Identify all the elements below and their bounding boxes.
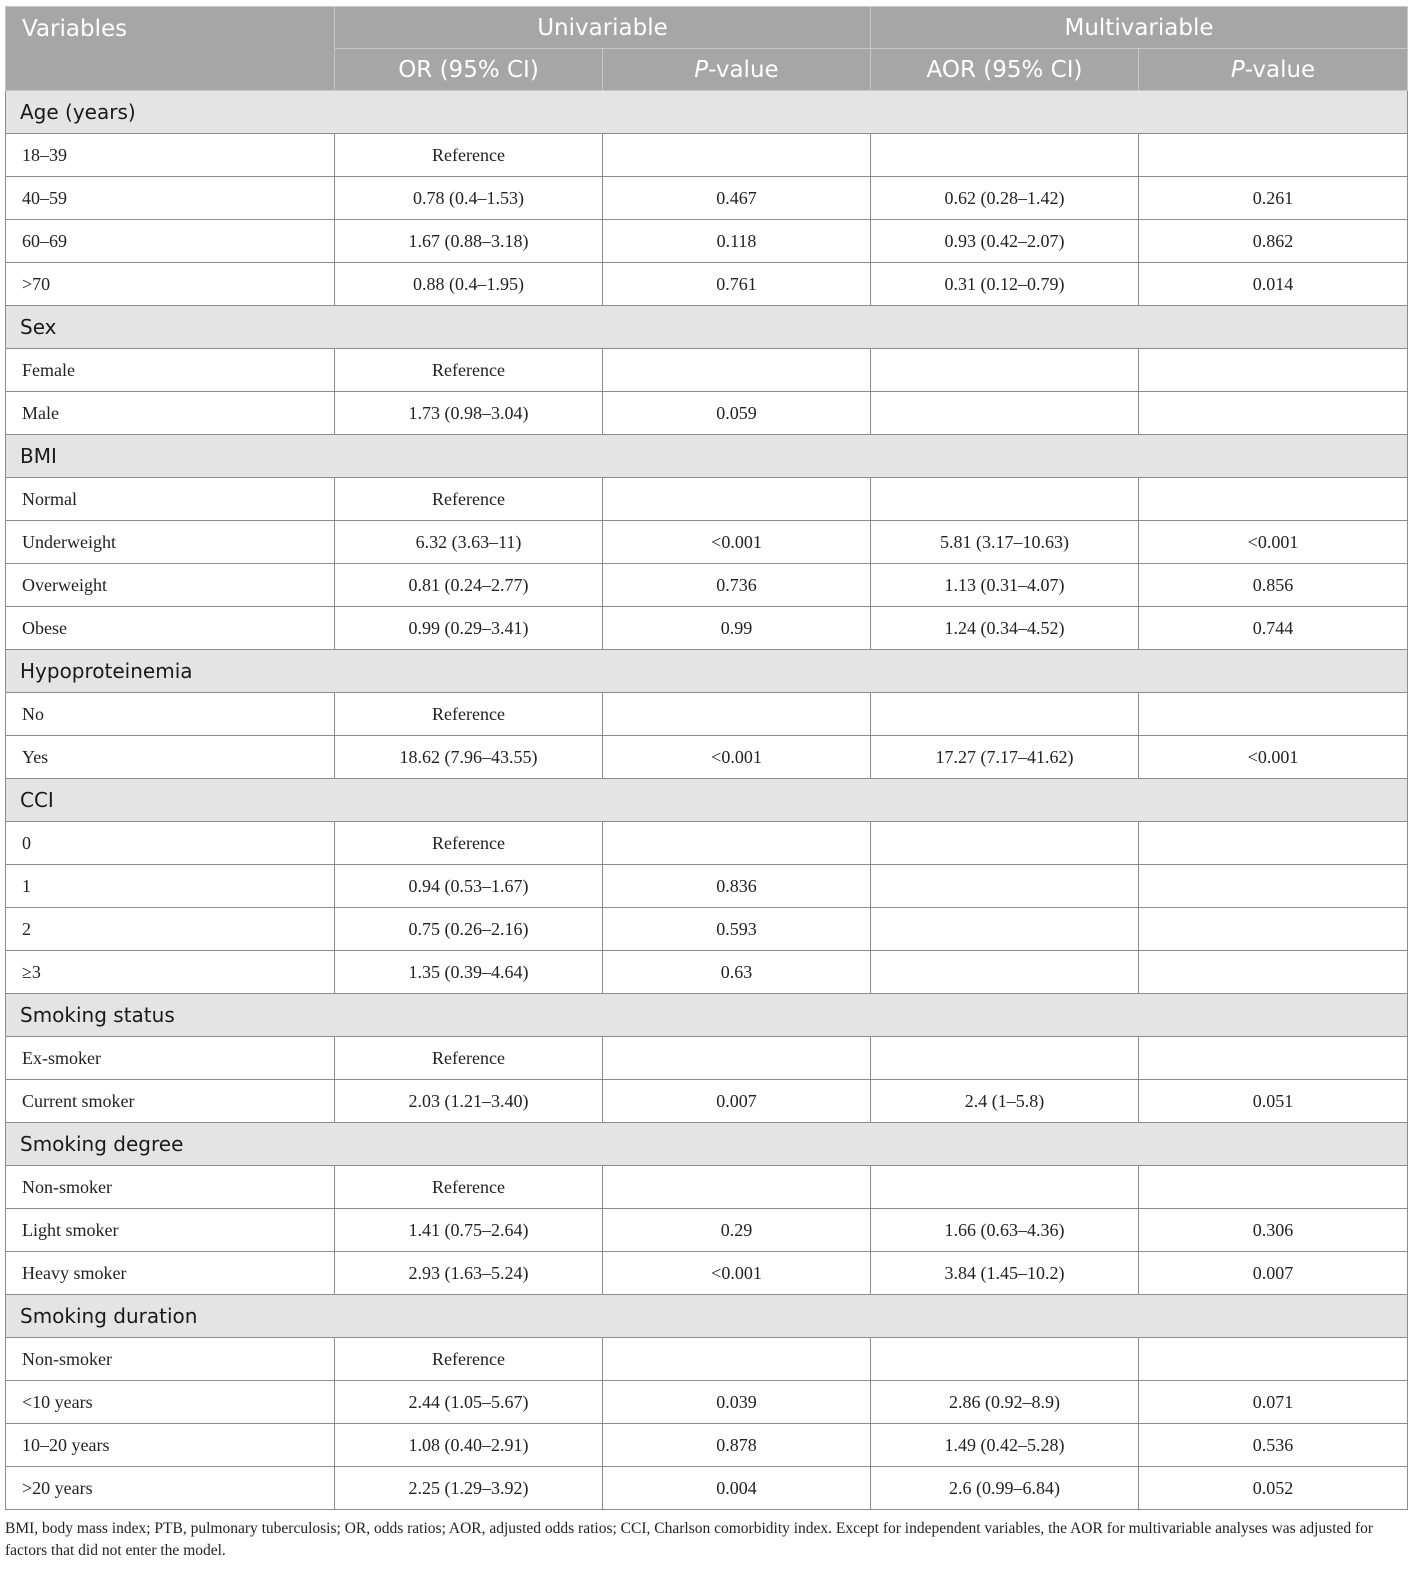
aor-ci-cell: 1.24 (0.34–4.52) bbox=[871, 607, 1139, 650]
table-row bbox=[6, 607, 1408, 650]
p-value-cell bbox=[603, 1037, 871, 1080]
p-value-cell: <0.001 bbox=[603, 1252, 871, 1295]
variable-label: <10 years bbox=[6, 1381, 335, 1424]
or-ci-cell: Reference bbox=[335, 349, 603, 392]
adjusted-p-value-cell: 0.014 bbox=[1139, 263, 1408, 306]
table-row bbox=[6, 1424, 1408, 1467]
or-ci-cell: 1.73 (0.98–3.04) bbox=[335, 392, 603, 435]
variable-label: Non-smoker bbox=[6, 1338, 335, 1381]
or-ci-cell: Reference bbox=[335, 693, 603, 736]
adjusted-p-value-cell: <0.001 bbox=[1139, 521, 1408, 564]
aor-ci-cell: 2.6 (0.99–6.84) bbox=[871, 1467, 1139, 1510]
table-row bbox=[6, 1037, 1408, 1080]
table-row bbox=[6, 177, 1408, 220]
p-value-cell bbox=[603, 693, 871, 736]
p-value-cell: 0.878 bbox=[603, 1424, 871, 1467]
variable-label: 60–69 bbox=[6, 220, 335, 263]
aor-ci-cell: 0.31 (0.12–0.79) bbox=[871, 263, 1139, 306]
p-value-cell: 0.467 bbox=[603, 177, 871, 220]
or-ci-cell: 0.81 (0.24–2.77) bbox=[335, 564, 603, 607]
group-header-row bbox=[6, 1295, 1408, 1338]
or-ci-cell: 0.78 (0.4–1.53) bbox=[335, 177, 603, 220]
aor-ci-cell bbox=[871, 693, 1139, 736]
table-row bbox=[6, 1252, 1408, 1295]
or-ci-cell: 0.94 (0.53–1.67) bbox=[335, 865, 603, 908]
group-title: Smoking status bbox=[6, 994, 1408, 1037]
table-row bbox=[6, 392, 1408, 435]
adjusted-p-value-cell: 0.744 bbox=[1139, 607, 1408, 650]
table-row bbox=[6, 1381, 1408, 1424]
group-title: Smoking degree bbox=[6, 1123, 1408, 1166]
adjusted-p-value-cell: 0.306 bbox=[1139, 1209, 1408, 1252]
aor-ci-cell bbox=[871, 349, 1139, 392]
or-ci-cell: 1.35 (0.39–4.64) bbox=[335, 951, 603, 994]
aor-ci-cell bbox=[871, 478, 1139, 521]
aor-ci-cell: 3.84 (1.45–10.2) bbox=[871, 1252, 1139, 1295]
or-ci-cell: 2.44 (1.05–5.67) bbox=[335, 1381, 603, 1424]
p-value-cell: 0.118 bbox=[603, 220, 871, 263]
table-row bbox=[6, 263, 1408, 306]
variable-label: >20 years bbox=[6, 1467, 335, 1510]
adjusted-p-value-cell: 0.536 bbox=[1139, 1424, 1408, 1467]
p-italic: P bbox=[1230, 56, 1245, 83]
table-row bbox=[6, 478, 1408, 521]
aor-ci-cell bbox=[871, 822, 1139, 865]
p-value-cell: 0.059 bbox=[603, 392, 871, 435]
p-value-cell: 0.593 bbox=[603, 908, 871, 951]
table-row bbox=[6, 220, 1408, 263]
or-ci-cell: 2.25 (1.29–3.92) bbox=[335, 1467, 603, 1510]
aor-ci-cell: 1.49 (0.42–5.28) bbox=[871, 1424, 1139, 1467]
or-ci-cell: Reference bbox=[335, 1338, 603, 1381]
p-value-cell: 0.004 bbox=[603, 1467, 871, 1510]
aor-ci-cell bbox=[871, 951, 1139, 994]
results-table-container bbox=[5, 6, 1407, 1510]
adjusted-p-value-cell bbox=[1139, 349, 1408, 392]
group-title: BMI bbox=[6, 435, 1408, 478]
variable-label: >70 bbox=[6, 263, 335, 306]
p-value-cell bbox=[603, 822, 871, 865]
adjusted-p-value-cell: 0.862 bbox=[1139, 220, 1408, 263]
aor-ci-cell: 1.66 (0.63–4.36) bbox=[871, 1209, 1139, 1252]
table-row bbox=[6, 134, 1408, 177]
header-variables: Variables bbox=[6, 7, 335, 91]
p-value-cell bbox=[603, 349, 871, 392]
table-row bbox=[6, 865, 1408, 908]
adjusted-p-value-cell bbox=[1139, 951, 1408, 994]
p-value-cell: 0.736 bbox=[603, 564, 871, 607]
adjusted-p-value-cell bbox=[1139, 478, 1408, 521]
variable-label: Yes bbox=[6, 736, 335, 779]
p-value-cell: 0.761 bbox=[603, 263, 871, 306]
table-row bbox=[6, 1467, 1408, 1510]
p-value-cell: 0.63 bbox=[603, 951, 871, 994]
aor-ci-cell: 0.93 (0.42–2.07) bbox=[871, 220, 1139, 263]
variable-label: 2 bbox=[6, 908, 335, 951]
table-row bbox=[6, 1338, 1408, 1381]
group-header-row bbox=[6, 994, 1408, 1037]
aor-ci-cell bbox=[871, 865, 1139, 908]
p-value-cell bbox=[603, 1166, 871, 1209]
group-title: CCI bbox=[6, 779, 1408, 822]
aor-ci-cell bbox=[871, 1166, 1139, 1209]
or-ci-cell: 2.93 (1.63–5.24) bbox=[335, 1252, 603, 1295]
or-ci-cell: 6.32 (3.63–11) bbox=[335, 521, 603, 564]
variable-label: Overweight bbox=[6, 564, 335, 607]
aor-ci-cell bbox=[871, 908, 1139, 951]
variable-label: Underweight bbox=[6, 521, 335, 564]
variable-label: Current smoker bbox=[6, 1080, 335, 1123]
table-row bbox=[6, 693, 1408, 736]
adjusted-p-value-cell bbox=[1139, 1166, 1408, 1209]
p-italic: P bbox=[694, 56, 709, 83]
adjusted-p-value-cell bbox=[1139, 693, 1408, 736]
table-row bbox=[6, 521, 1408, 564]
variable-label: Non-smoker bbox=[6, 1166, 335, 1209]
group-header-row bbox=[6, 1123, 1408, 1166]
aor-ci-cell: 1.13 (0.31–4.07) bbox=[871, 564, 1139, 607]
aor-ci-cell: 2.4 (1–5.8) bbox=[871, 1080, 1139, 1123]
aor-ci-cell: 0.62 (0.28–1.42) bbox=[871, 177, 1139, 220]
p-value-cell: 0.836 bbox=[603, 865, 871, 908]
or-ci-cell: 0.99 (0.29–3.41) bbox=[335, 607, 603, 650]
variable-label: 10–20 years bbox=[6, 1424, 335, 1467]
or-ci-cell: Reference bbox=[335, 822, 603, 865]
or-ci-cell: Reference bbox=[335, 134, 603, 177]
table-row bbox=[6, 908, 1408, 951]
header-aor-ci: AOR (95% CI) bbox=[871, 49, 1139, 91]
header-p-value-multivariable bbox=[1139, 49, 1408, 91]
adjusted-p-value-cell: 0.007 bbox=[1139, 1252, 1408, 1295]
variable-label: Heavy smoker bbox=[6, 1252, 335, 1295]
or-ci-cell: 2.03 (1.21–3.40) bbox=[335, 1080, 603, 1123]
or-ci-cell: 18.62 (7.96–43.55) bbox=[335, 736, 603, 779]
p-value-cell: 0.29 bbox=[603, 1209, 871, 1252]
table-footnote: BMI, body mass index; PTB, pulmonary tuberculosis; OR, odds ratios; AOR, adjusted odds ratios; CCI, Charlson comorbidity index. Except for independent variables, the AOR for multivariable analyses was adjusted for factors that did not enter the model. bbox=[5, 1520, 1374, 1559]
or-ci-cell: 1.08 (0.40–2.91) bbox=[335, 1424, 603, 1467]
adjusted-p-value-cell bbox=[1139, 134, 1408, 177]
group-header-row bbox=[6, 435, 1408, 478]
adjusted-p-value-cell bbox=[1139, 908, 1408, 951]
table-header bbox=[6, 7, 1408, 91]
table-row bbox=[6, 349, 1408, 392]
variable-label: 40–59 bbox=[6, 177, 335, 220]
variable-label: Female bbox=[6, 349, 335, 392]
group-header-row bbox=[6, 650, 1408, 693]
group-title: Hypoproteinemia bbox=[6, 650, 1408, 693]
or-ci-cell: 1.41 (0.75–2.64) bbox=[335, 1209, 603, 1252]
adjusted-p-value-cell bbox=[1139, 822, 1408, 865]
group-title: Sex bbox=[6, 306, 1408, 349]
or-ci-cell: Reference bbox=[335, 1166, 603, 1209]
group-header-row bbox=[6, 779, 1408, 822]
adjusted-p-value-cell bbox=[1139, 865, 1408, 908]
table-row bbox=[6, 951, 1408, 994]
adjusted-p-value-cell: 0.071 bbox=[1139, 1381, 1408, 1424]
p-value-cell: <0.001 bbox=[603, 736, 871, 779]
aor-ci-cell bbox=[871, 392, 1139, 435]
variable-label: Male bbox=[6, 392, 335, 435]
or-ci-cell: Reference bbox=[335, 1037, 603, 1080]
p-value-cell bbox=[603, 478, 871, 521]
variable-label: 0 bbox=[6, 822, 335, 865]
adjusted-p-value-cell: <0.001 bbox=[1139, 736, 1408, 779]
variable-label: Normal bbox=[6, 478, 335, 521]
p-value-cell: 0.039 bbox=[603, 1381, 871, 1424]
table-row bbox=[6, 1080, 1408, 1123]
group-title: Age (years) bbox=[6, 91, 1408, 134]
header-or-ci: OR (95% CI) bbox=[335, 49, 603, 91]
header-p-value-univariable bbox=[603, 49, 871, 91]
header-multivariable: Multivariable bbox=[871, 7, 1408, 49]
aor-ci-cell: 2.86 (0.92–8.9) bbox=[871, 1381, 1139, 1424]
or-ci-cell: 1.67 (0.88–3.18) bbox=[335, 220, 603, 263]
table-body bbox=[6, 91, 1408, 1510]
or-ci-cell: 0.88 (0.4–1.95) bbox=[335, 263, 603, 306]
adjusted-p-value-cell: 0.261 bbox=[1139, 177, 1408, 220]
variable-label: Obese bbox=[6, 607, 335, 650]
regression-table bbox=[5, 6, 1408, 1510]
variable-label: Ex-smoker bbox=[6, 1037, 335, 1080]
adjusted-p-value-cell: 0.856 bbox=[1139, 564, 1408, 607]
table-row bbox=[6, 1166, 1408, 1209]
p-value-cell: 0.99 bbox=[603, 607, 871, 650]
p-value-cell bbox=[603, 134, 871, 177]
aor-ci-cell bbox=[871, 134, 1139, 177]
variable-label: 1 bbox=[6, 865, 335, 908]
adjusted-p-value-cell bbox=[1139, 392, 1408, 435]
aor-ci-cell: 5.81 (3.17–10.63) bbox=[871, 521, 1139, 564]
p-suffix: -value bbox=[708, 56, 779, 83]
p-value-cell: <0.001 bbox=[603, 521, 871, 564]
group-header-row bbox=[6, 306, 1408, 349]
aor-ci-cell: 17.27 (7.17–41.62) bbox=[871, 736, 1139, 779]
variable-label: No bbox=[6, 693, 335, 736]
aor-ci-cell bbox=[871, 1338, 1139, 1381]
variable-label: 18–39 bbox=[6, 134, 335, 177]
aor-ci-cell bbox=[871, 1037, 1139, 1080]
or-ci-cell: 0.75 (0.26–2.16) bbox=[335, 908, 603, 951]
variable-label: Light smoker bbox=[6, 1209, 335, 1252]
p-value-cell bbox=[603, 1338, 871, 1381]
adjusted-p-value-cell bbox=[1139, 1338, 1408, 1381]
or-ci-cell: Reference bbox=[335, 478, 603, 521]
table-row bbox=[6, 822, 1408, 865]
adjusted-p-value-cell: 0.052 bbox=[1139, 1467, 1408, 1510]
table-row bbox=[6, 1209, 1408, 1252]
table-row bbox=[6, 564, 1408, 607]
p-value-cell: 0.007 bbox=[603, 1080, 871, 1123]
adjusted-p-value-cell bbox=[1139, 1037, 1408, 1080]
table-row bbox=[6, 736, 1408, 779]
variable-label: ≥3 bbox=[6, 951, 335, 994]
header-univariable: Univariable bbox=[335, 7, 871, 49]
group-title: Smoking duration bbox=[6, 1295, 1408, 1338]
p-suffix: -value bbox=[1244, 56, 1316, 83]
group-header-row bbox=[6, 91, 1408, 134]
adjusted-p-value-cell: 0.051 bbox=[1139, 1080, 1408, 1123]
